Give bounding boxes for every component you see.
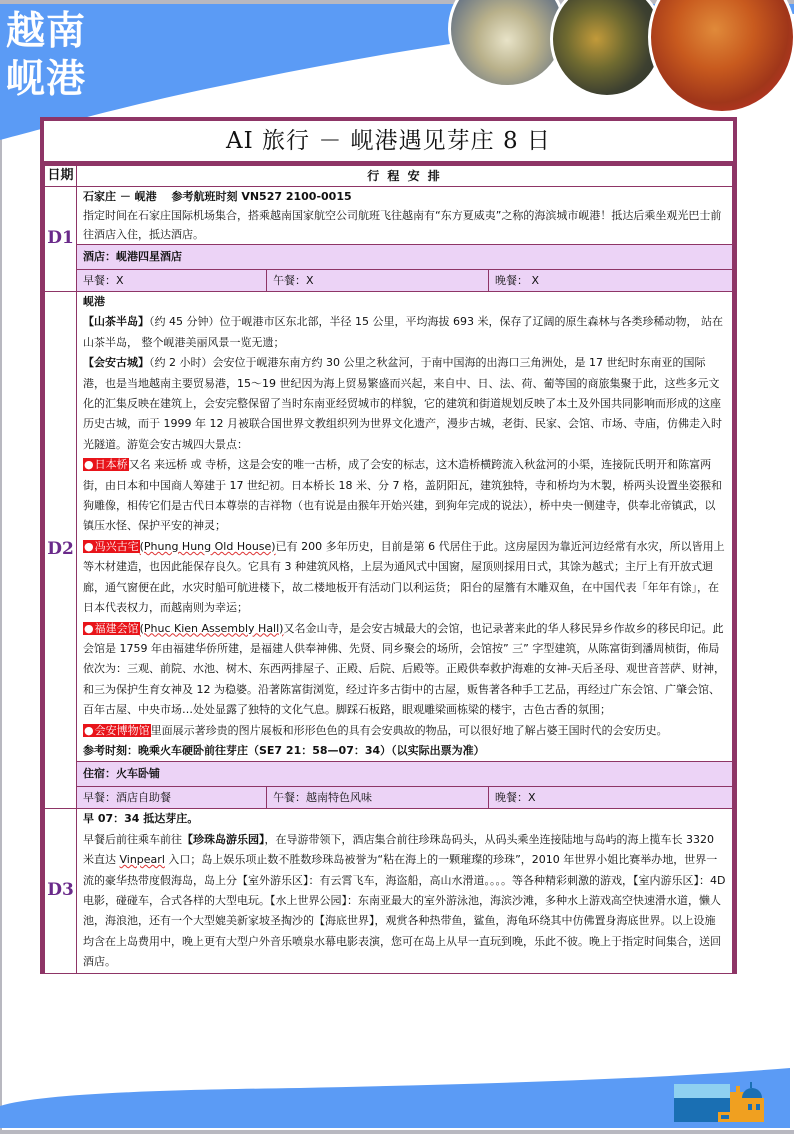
day-label: D3 (47, 879, 74, 900)
hotel-row (45, 245, 733, 270)
itinerary-table (44, 165, 733, 974)
hotel-info: 住宿：火车卧铺 (77, 762, 733, 787)
breakfast: 早餐：X (77, 270, 267, 291)
day-body (83, 830, 726, 973)
day-heading: 岘港 (83, 295, 105, 308)
spot-body: 又名 来远桥 或 寺桥，这是会安的唯一古桥，成了会安的标志，这木造桥横跨流入秋盆河的小渠，连接阮氏明开和陈富两街，由日本和中国商人筹建于 17 世纪初。日本桥长 18 米、分 7 格，盖阴阳瓦，建筑独特，寺和桥均为木製，桥两头设置坐姿猴和狗雕像，相传它们是古代日本尊崇的吉祥物（也有说是由猴年开始兴建，到狗年完成的说法），桥中央一侧建寺，供奉北帝镇武，以镇压水怪、保护平安的神灵； (83, 458, 722, 533)
meal-grid (77, 787, 732, 808)
banner-title (6, 8, 86, 104)
header-day: 日期 (45, 166, 77, 187)
day-heading: 石家庄 － 岘港 参考航班时刻 VN527 2100-0015 (83, 190, 352, 203)
body-text: 入口；岛上娱乐项止数不胜数珍珠岛被誉为“粘在海上的一颗璀璨的珍珠”，2010 年世界小姐比赛举办地，世界一流的豪华热带度假海岛，岛上分【室外游乐区】：有云霄飞车，海盗船，高山水滑道。。。。等各种精彩刺激的游戏，【室内游乐区】：4D 电影，碰碰车，合式各样的大型电玩。【水上世界公园】：东南亚最大的室外游泳池，海滨沙滩，多种水上游戏高空快速滑水道，懒人池，海浪池，还有一个大型媲美新家坡圣掏沙的【海底世界】，观赏各种热带鱼，鲨鱼，海龟环绕其中仿佛置身海底世界。以上设施均含在上岛费用中，晚上更有大型户外音乐喷泉水幕电影表演，您可在岛上从早一直玩到晚，乐此不彼。晚上于指定时间集合，送回酒店。 (83, 853, 726, 969)
day-content (77, 187, 733, 245)
spot-body: 已有 200 多年历史，目前是第 6 代居住于此。这房屋因为靠近河边经常有水灾，所以皆用上等木材建造，也因此能保存良久。它具有 3 种建筑风格，上层为通风式中国窗，屋顶则採用日式，其馀为越式；主厅上有开放式迴廊，通气窗便在此，水灾时船可航进楼下，故二楼地板开有活动门以利运货； 阳台的屋簷有木雕双鱼，在中国代表「年年有馀」，在日本代表权力，而越南则为幸运； (83, 539, 725, 615)
attraction-title: 【会安古城】 (83, 356, 149, 370)
itinerary-sheet (40, 117, 737, 974)
meal-grid (77, 270, 732, 291)
window-frame-bottom (0, 1130, 794, 1134)
meal-cell (77, 270, 733, 292)
spot-name-highlight: ● 日本桥 (83, 458, 129, 471)
transport-info: 参考时刻：晚乘火车硬卧前往芽庄（SE7 21：58—07：34）（以实际出票为准） (83, 743, 485, 757)
banner-title-line2: 岘港 (6, 57, 87, 102)
table-header-row (45, 166, 733, 187)
window-frame-left (0, 0, 2, 1134)
attraction-paragraph (83, 312, 726, 353)
body-text: 早餐后前往乘车前往 (83, 832, 182, 846)
spot-name-highlight: ● 会安博物馆 (83, 724, 151, 737)
day-row-d1 (45, 187, 733, 245)
spot-body: 又名金山寺，是会安古城最大的会馆，也记录著来此的华人移民异乡作故乡的移民印记。此会馆是 1759 年由福建华侨所建，是福建人供奉神佛、先贤、同乡聚会的场所，会馆按” 三” 字型建筑，从陈富街到潘周桢街，佈局依次为：三观、前院、水池、树木、东西两排屋子、正殿、后院、后殿等。正殿供奉救护海难的女神-天后圣母、观世音菩萨、财神，和三为保护生育女神及 12 为稳婆。沿著陈富街浏览，经过许多古街中的古屋，贩售著各种手工艺品，再经过广东会馆、广肇会馆、百年古屋、中央市场…处处显露了独特的文化气息。脚踩石板路，眼观雕梁画栋梁的楼宇，古色古香的氛围； (83, 621, 725, 717)
spot-name-highlight: ● 冯兴古宅 (83, 540, 140, 553)
spot-item (83, 537, 726, 619)
day-label: D1 (47, 228, 74, 248)
lunch: 午餐：越南特色风味 (267, 787, 489, 808)
lunch: 午餐：X (267, 270, 489, 291)
meal-cell (77, 787, 733, 809)
spot-body: 里面展示著珍贵的图片展板和形形色色的具有会安典故的物品，可以很好地了解占婆王国时代的会安历史。 (150, 723, 668, 737)
day-cell (45, 187, 77, 292)
spot-item (83, 721, 726, 741)
dinner: 晚餐： X (495, 274, 540, 287)
day-body: 指定时间在石家庄国际机场集合，搭乘越南国家航空公司航班飞往越南有“东方夏威夷”之称的海滨城市岘港！抵达后乘坐观光巴士前往酒店入住，抵达酒店。 (83, 209, 722, 241)
spot-english-name: (Phung Hung Old House) (139, 539, 276, 553)
day-cell (45, 292, 77, 809)
breakfast: 早餐：酒店自助餐 (77, 787, 267, 808)
hoian-building-logo (674, 1078, 766, 1126)
meal-row (45, 270, 733, 292)
attraction-title: 【山茶半岛】 (83, 315, 149, 329)
hotel-row (45, 762, 733, 787)
banner-title-line1: 越南 (6, 9, 87, 54)
spot-item (83, 455, 726, 537)
day-heading: 早 07：34 抵达芽庄。 (83, 812, 199, 826)
brand-name: Vinpearl (119, 853, 165, 867)
hotel-info: 酒店：岘港四星酒店 (77, 245, 733, 270)
dinner: 晚餐：X (495, 791, 536, 805)
day-row-d3 (45, 809, 733, 973)
day-label: D2 (47, 539, 74, 560)
header-itinerary: 行 程 安 排 (77, 166, 733, 187)
day-cell (45, 809, 77, 973)
day-row-d2 (45, 292, 733, 762)
day-content (77, 809, 733, 973)
meal-row (45, 787, 733, 809)
body-text: ，在导游带领下，酒店集合前往珍珠岛码头，从码头乘坐连接陆地与岛屿的海上揽车长 3320 米直达 (83, 832, 714, 867)
spot-english-name: (Phuc Kien Assembly Hall) (139, 621, 284, 635)
attraction-body: （约 45 分钟）位于岘港市区东北部，半径 15 公里，平均海拔 693 米，保存了辽阔的原生森林与各类珍稀动物， 站在山茶半岛， 整个岘港美丽风景一览无遗； (83, 315, 723, 349)
attraction-title: 【珍珠岛游乐园】 (182, 832, 265, 846)
day-content (77, 292, 733, 762)
spot-name-highlight: ● 福建会馆 (83, 622, 140, 635)
attraction-body: （约 2 小时）会安位于岘港东南方约 30 公里之秋盆河，于南中国海的出海口三角洲处，是 17 世纪时东南亚的国际港，也是当地越南主要贸易港，15～19 世纪因为海上贸易繁盛而兴起，来自中、日、法、荷、葡等国的商旅集聚于此，这些多元文化的汇集反映在建筑上，会安完整保留了当时东南亚经贸城市的样貌，它的建筑和街道规划反映了本土及外国共同影响而形成的这座历史古城，而于 1999 年 12 月被联合国世界文教组织列为世界文化遗产，漫步古城，老街、民家、会馆、市场、寺庙，仿佛走入时光隧道。游览会安古城四大景点： (83, 356, 722, 451)
spot-item (83, 619, 726, 721)
attraction-paragraph (83, 353, 726, 455)
document-title: AI 旅行 － 岘港遇见芽庄 8 日 (44, 121, 733, 165)
